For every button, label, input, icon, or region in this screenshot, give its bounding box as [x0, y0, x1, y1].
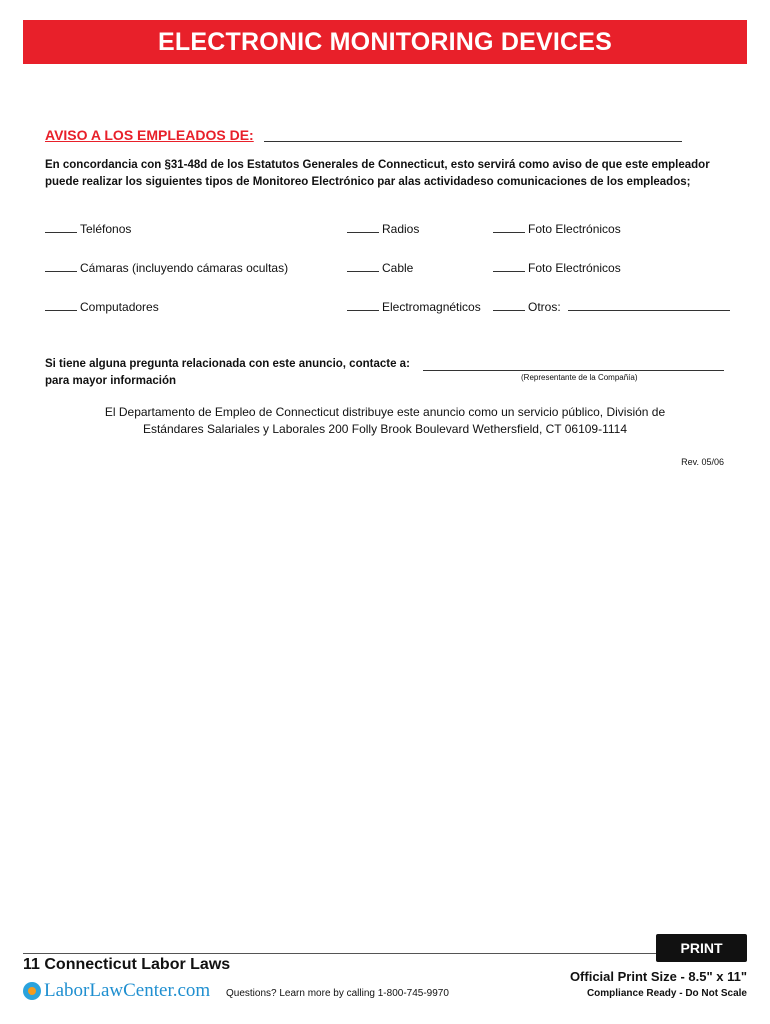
- option-cable[interactable]: [347, 261, 413, 275]
- check-blank[interactable]: [45, 232, 77, 233]
- employer-name-blank[interactable]: [264, 141, 682, 142]
- official-print-size: Official Print Size - 8.5" x 11": [569, 969, 747, 984]
- department-line-1: El Departamento de Empleo de Connecticut distribuye este anuncio como un servicio público, División de: [104, 405, 666, 419]
- department-notice: [60, 404, 710, 438]
- option-label: Electromagnéticos: [382, 300, 481, 314]
- print-button[interactable]: [656, 934, 747, 962]
- footer-divider: [23, 953, 656, 954]
- option-telefonos[interactable]: [45, 222, 131, 236]
- laborlawcenter-logo[interactable]: [23, 980, 210, 1002]
- option-label: Otros:: [528, 300, 561, 314]
- check-blank[interactable]: [493, 232, 525, 233]
- option-label: Foto Electrónicos: [528, 222, 621, 236]
- page-banner: [23, 20, 747, 64]
- option-electromagneticos[interactable]: [347, 300, 481, 314]
- option-foto-1[interactable]: [493, 222, 621, 236]
- check-blank[interactable]: [347, 310, 379, 311]
- logo-text: LaborLawCenter.com: [44, 980, 211, 1001]
- print-button-label: PRINT: [680, 940, 723, 956]
- intro-line-1: En concordancia con §31-48d de los Estatutos Generales de Connecticut, esto servirá como aviso de que este empleador: [45, 159, 710, 171]
- option-label: Radios: [382, 222, 420, 236]
- intro-line-2: puede realizar los siguientes tipos de Monitoreo Electrónico par alas actividadeso comunicaciones de los empleados;: [45, 176, 691, 188]
- revision-label: Rev. 05/06: [681, 457, 724, 467]
- logo-icon: [23, 982, 41, 1000]
- check-blank[interactable]: [493, 271, 525, 272]
- otros-blank[interactable]: [568, 310, 730, 311]
- option-label: Teléfonos: [80, 222, 132, 236]
- compliance-note: Compliance Ready - Do Not Scale: [586, 988, 747, 999]
- contact-block: [45, 356, 410, 390]
- contact-question: Si tiene alguna pregunta relacionada con este anuncio, contacte a:: [45, 358, 410, 370]
- contact-more-info: para mayor información: [45, 375, 177, 387]
- rep-caption: (Representante de la Compañía): [521, 373, 638, 382]
- option-radios[interactable]: [347, 222, 419, 236]
- intro-paragraph: [45, 157, 735, 191]
- option-label: Computadores: [80, 300, 159, 314]
- page-title: ELECTRONIC MONITORING DEVICES: [158, 27, 612, 56]
- option-foto-2[interactable]: [493, 261, 621, 275]
- check-blank[interactable]: [347, 271, 379, 272]
- option-label: Cable: [382, 261, 414, 275]
- check-blank[interactable]: [347, 232, 379, 233]
- contact-name-blank[interactable]: [423, 370, 724, 371]
- questions-text: Questions? Learn more by calling 1-800-745-9970: [226, 988, 449, 999]
- option-camaras[interactable]: [45, 261, 288, 275]
- option-label: Foto Electrónicos: [528, 261, 621, 275]
- footer-title: 11 Connecticut Labor Laws: [23, 956, 231, 973]
- department-line-2: Estándares Salariales y Laborales 200 Folly Brook Boulevard Wethersfield, CT 06109-1114: [142, 422, 628, 436]
- option-computadores[interactable]: [45, 300, 159, 314]
- aviso-label: AVISO A LOS EMPLEADOS DE:: [45, 127, 254, 143]
- option-otros[interactable]: [493, 300, 730, 314]
- check-blank[interactable]: [45, 310, 77, 311]
- check-blank[interactable]: [45, 271, 77, 272]
- check-blank[interactable]: [493, 310, 525, 311]
- option-label: Cámaras (incluyendo cámaras ocultas): [80, 261, 289, 275]
